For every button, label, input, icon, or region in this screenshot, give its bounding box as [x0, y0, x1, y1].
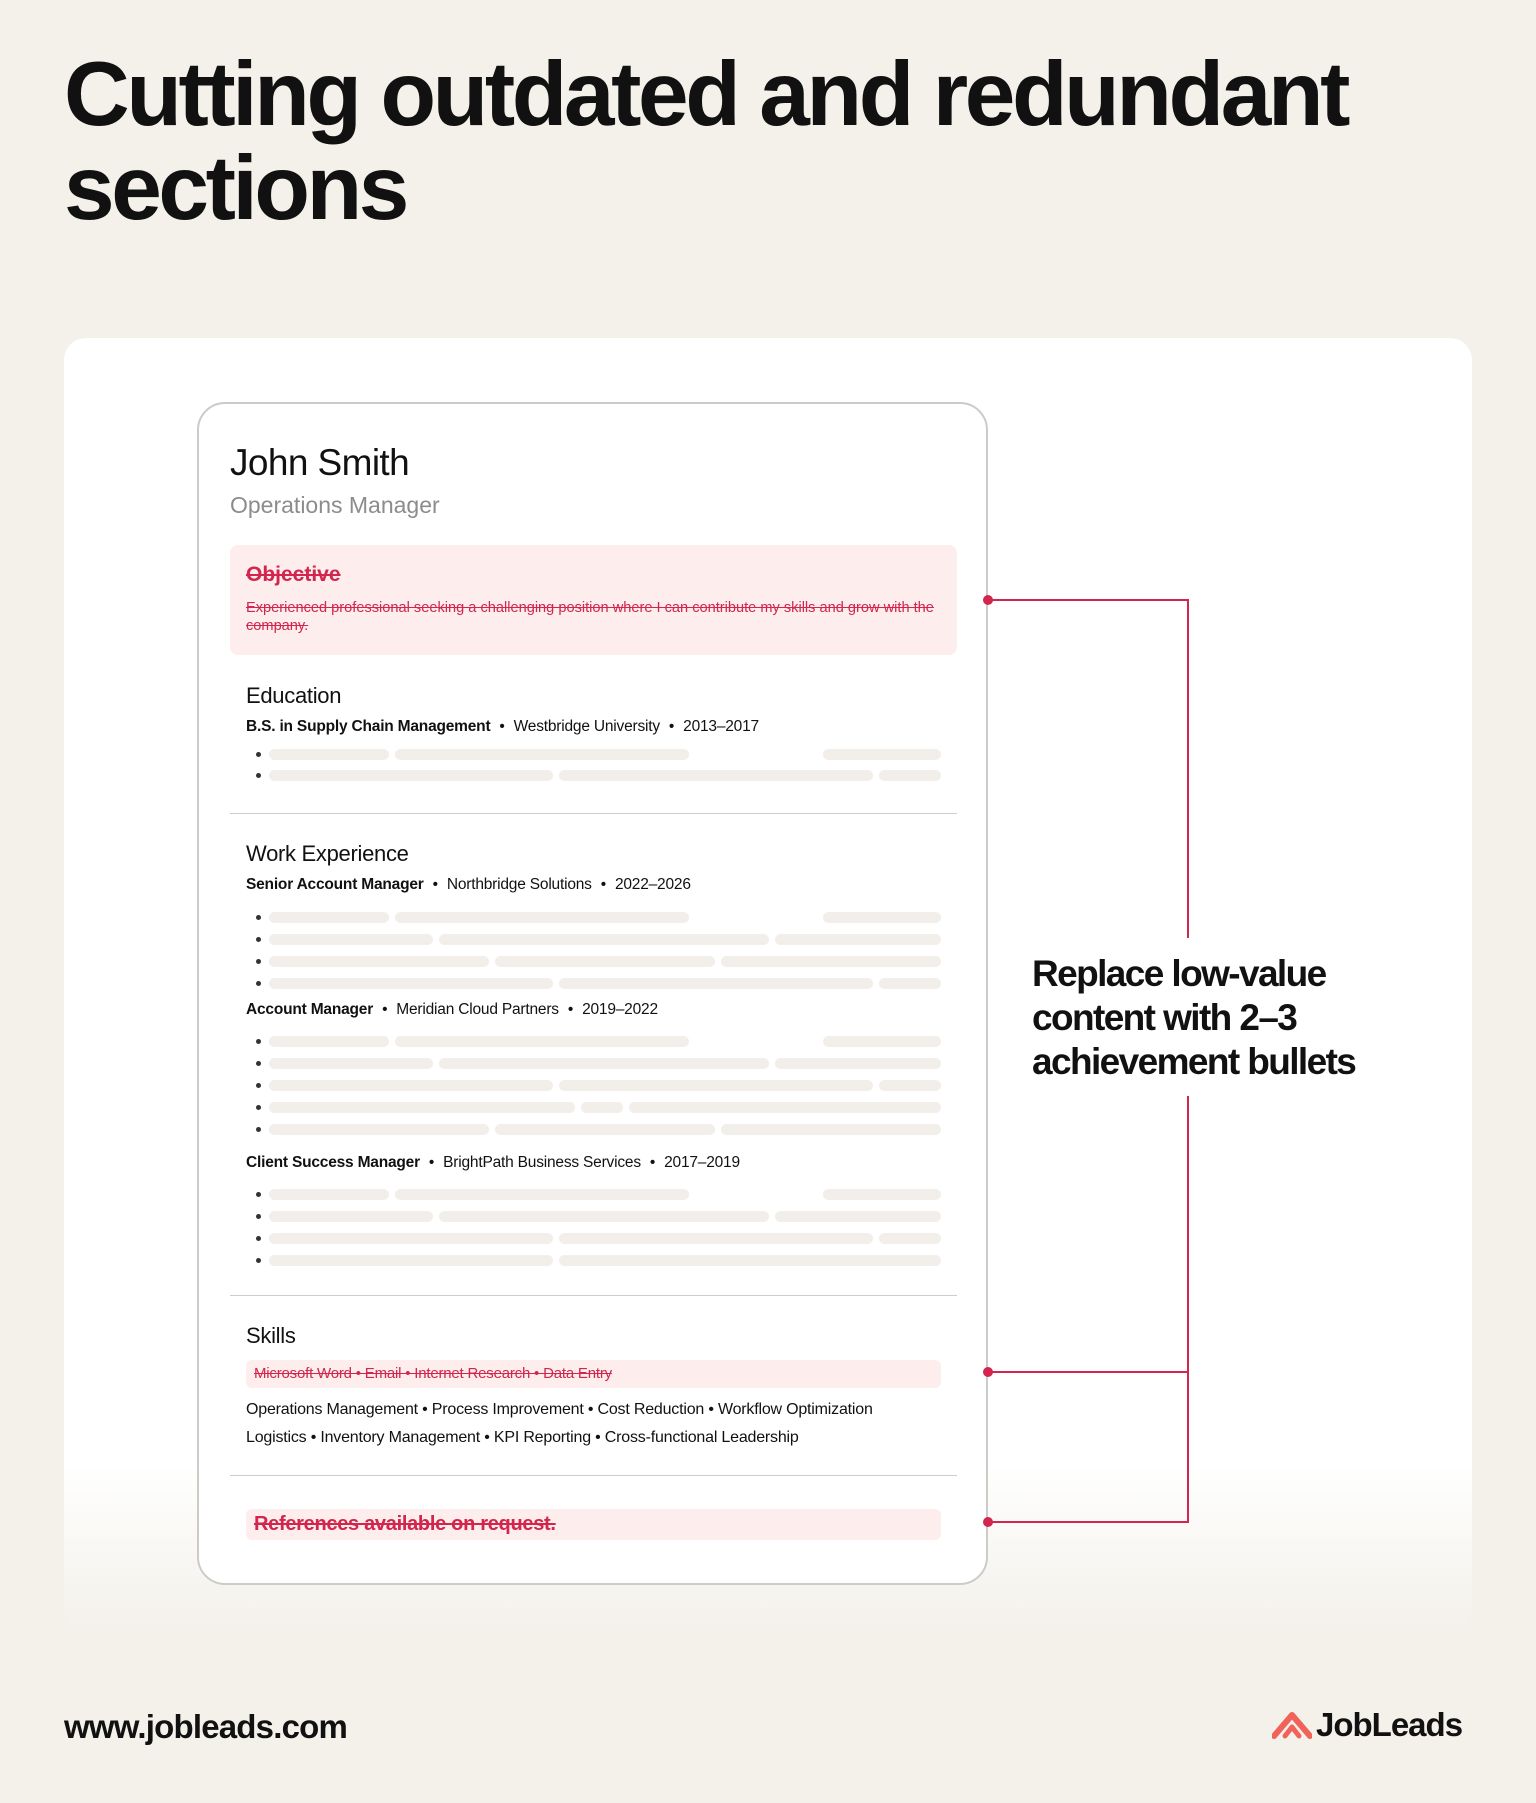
brand-name: JobLeads [1316, 1706, 1463, 1743]
job-title: Account Manager [246, 1001, 374, 1018]
skills-line: Logistics • Inventory Management • KPI Reporting • Cross-functional Leadership [246, 1429, 799, 1446]
footer-url[interactable]: www.jobleads.com [64, 1708, 348, 1745]
separator: • [432, 876, 438, 893]
objective-text: Experienced professional seeking a challenging position where I can contribute my skills and grow with the company. [246, 600, 934, 634]
connector-dot [983, 1367, 993, 1377]
resume-name: John Smith [230, 442, 410, 483]
jobleads-logo-icon [1272, 1709, 1312, 1741]
job-title: Client Success Manager [246, 1154, 420, 1171]
job-title: Senior Account Manager [246, 876, 424, 893]
job-years: 2019–2022 [582, 1001, 658, 1018]
references-text: References available on request. [254, 1513, 556, 1535]
separator: • [668, 718, 675, 735]
removed-skills: Microsoft Word • Email • Internet Research • Data Entry [254, 1365, 612, 1382]
job-company: Meridian Cloud Partners [396, 1001, 559, 1018]
job-years: 2017–2019 [664, 1154, 740, 1171]
education-heading: Education [246, 683, 342, 708]
education-years: 2013–2017 [683, 718, 759, 735]
separator: • [649, 1154, 656, 1171]
job-years: 2022–2026 [614, 876, 691, 893]
connector-line [989, 1096, 1188, 1522]
separator: • [600, 876, 606, 893]
skills-heading: Skills [246, 1323, 296, 1348]
separator: • [428, 1154, 435, 1171]
job-company: Northbridge Solutions [446, 876, 592, 893]
job-company: BrightPath Business Services [443, 1154, 641, 1171]
separator: • [567, 1001, 574, 1018]
separator: • [382, 1001, 388, 1018]
connector-line [989, 600, 1188, 938]
separator: • [499, 718, 505, 735]
page-title: Cutting outdated and redundant sections [64, 44, 1348, 239]
connector-dot [983, 595, 993, 605]
connector-dot [983, 1517, 993, 1527]
education-school: Westbridge University [513, 718, 660, 735]
resume-role: Operations Manager [230, 492, 440, 518]
education-degree: B.S. in Supply Chain Management [246, 718, 491, 735]
work-heading: Work Experience [246, 841, 409, 866]
brand-logo [1272, 1706, 1462, 1744]
callout-text: Replace low-value content with 2–3 achievement bullets [1032, 953, 1356, 1082]
skills-line: Operations Management • Process Improvement • Cost Reduction • Workflow Optimization [246, 1401, 873, 1418]
objective-heading: Objective [246, 563, 341, 586]
